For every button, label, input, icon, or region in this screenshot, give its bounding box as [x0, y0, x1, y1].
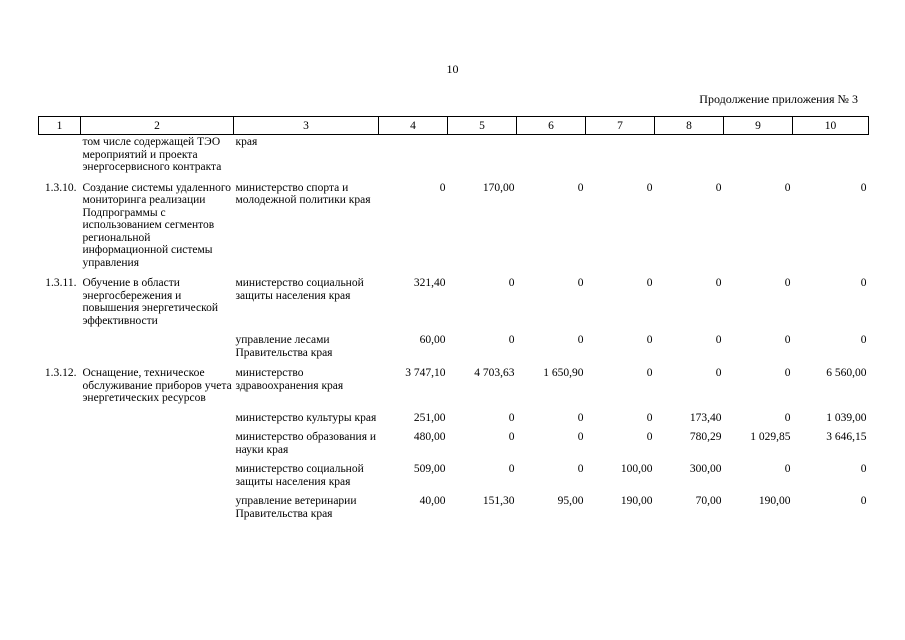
column-header: 8 [655, 117, 724, 135]
row-value-col8: 70,00 [695, 495, 722, 507]
row-value-col4: 480,00 [413, 431, 446, 443]
row-executor: управление лесами Правительства края [235, 334, 333, 359]
table-row [39, 269, 869, 327]
column-header: 10 [793, 117, 869, 135]
table-row [39, 405, 869, 425]
row-value-col10: 0 [860, 495, 867, 507]
row-value-col4: 40,00 [419, 495, 446, 507]
table-row [39, 359, 869, 405]
row-value-col9: 0 [784, 277, 791, 289]
row-value-col4 [379, 135, 448, 174]
row-value-col7: 0 [646, 411, 653, 424]
row-value-col6: 0 [577, 431, 584, 443]
row-value-col9: 1 029,85 [750, 431, 791, 443]
row-activity-name: Обучение в области энергосбережения и повышения энергетической эффективности [82, 277, 218, 327]
row-executor: министерство социальной защиты населения края [235, 277, 364, 302]
row-value-col8 [655, 135, 724, 174]
row-executor: управление ветеринарии Правительства края [235, 495, 357, 520]
row-activity-name: Создание системы удаленного мониторинга реализации Подпрограммы с использованием сегментов региональной информационной системы управления [82, 181, 232, 269]
row-value-col5: 0 [508, 463, 515, 475]
row-value-col5: 0 [508, 334, 515, 346]
row-value-col7 [586, 135, 655, 174]
row-value-col7: 0 [646, 431, 653, 443]
row-executor: края [235, 136, 258, 148]
table-row [39, 327, 869, 359]
row-value-col8: 173,40 [689, 411, 722, 424]
row-value-col9: 190,00 [758, 495, 791, 507]
column-header: 2 [81, 117, 234, 135]
column-header: 9 [724, 117, 793, 135]
row-value-col8: 780,29 [689, 431, 722, 443]
page-number: 10 [446, 62, 459, 76]
row-value-col10: 3 646,15 [826, 431, 867, 443]
row-value-col5: 0 [508, 277, 515, 289]
row-activity-name [81, 456, 234, 488]
column-header: 6 [517, 117, 586, 135]
row-value-col6: 0 [577, 334, 584, 346]
row-value-col10: 1 039,00 [826, 411, 867, 424]
table-row [39, 424, 869, 456]
row-value-col8: 0 [715, 181, 722, 194]
table-row [39, 488, 869, 520]
row-executor: министерство здравоохранения края [235, 367, 344, 392]
row-value-col7: 0 [646, 334, 653, 346]
row-value-col9: 0 [784, 367, 791, 379]
row-value-col4: 0 [439, 181, 446, 194]
row-value-col6: 95,00 [557, 495, 584, 507]
row-value-col5: 170,00 [482, 181, 515, 194]
row-value-col9: 0 [784, 334, 791, 346]
row-code [39, 405, 81, 425]
row-value-col6: 0 [577, 463, 584, 475]
row-value-col8: 0 [715, 334, 722, 346]
column-header: 3 [234, 117, 379, 135]
row-executor: министерство культуры края [235, 411, 377, 424]
row-activity-name: Оснащение, техническое обслуживание приборов учета энергетических ресурсов [82, 367, 232, 404]
row-activity-name [81, 327, 234, 359]
row-value-col10: 6 560,00 [826, 367, 867, 379]
row-executor: министерство социальной защиты населения края [235, 463, 364, 488]
header-row [39, 117, 869, 135]
row-value-col8: 0 [715, 277, 722, 289]
row-value-col5: 151,30 [482, 495, 515, 507]
row-code [39, 327, 81, 359]
table-row [39, 456, 869, 488]
row-value-col9 [724, 135, 793, 174]
continuation-note: Продолжение приложения № 3 [699, 92, 858, 106]
column-header: 1 [39, 117, 81, 135]
column-header: 5 [448, 117, 517, 135]
row-value-col6: 0 [577, 181, 584, 194]
row-code: 1.3.11. [45, 277, 77, 289]
row-value-col4: 3 747,10 [405, 367, 446, 379]
row-activity-name [81, 424, 234, 456]
table-row [39, 174, 869, 270]
row-activity-name [81, 488, 234, 520]
row-value-col6: 0 [577, 411, 584, 424]
row-value-col5: 0 [508, 431, 515, 443]
row-code [39, 456, 81, 488]
row-value-col5: 0 [508, 411, 515, 424]
row-value-col4: 509,00 [413, 463, 446, 475]
data-table [38, 116, 869, 520]
row-code [39, 488, 81, 520]
row-executor: министерство спорта и молодежной политики края [235, 181, 371, 206]
row-code [39, 135, 81, 174]
row-value-col10: 0 [860, 334, 867, 346]
row-value-col7: 190,00 [620, 495, 653, 507]
row-value-col4: 60,00 [419, 334, 446, 346]
row-value-col7: 0 [646, 181, 653, 194]
column-header: 4 [379, 117, 448, 135]
column-header: 7 [586, 117, 655, 135]
row-value-col10: 0 [860, 463, 867, 475]
row-value-col10 [793, 135, 869, 174]
row-value-col5: 4 703,63 [474, 367, 515, 379]
row-value-col6 [517, 135, 586, 174]
row-value-col10: 0 [860, 277, 867, 289]
row-code: 1.3.12. [44, 367, 77, 379]
row-value-col7: 0 [646, 277, 653, 289]
row-value-col5 [448, 135, 517, 174]
row-value-col7: 100,00 [620, 463, 653, 475]
row-value-col4: 251,00 [413, 411, 446, 424]
table-row [39, 135, 869, 174]
row-value-col8: 0 [715, 367, 722, 379]
row-value-col9: 0 [784, 181, 791, 194]
row-activity-name: том числе содержащей ТЭО мероприятий и проекта энергосервисного контракта [82, 136, 222, 173]
row-executor: министерство образования и науки края [235, 431, 377, 456]
row-value-col6: 0 [577, 277, 584, 289]
row-activity-name [81, 405, 234, 425]
row-value-col9: 0 [784, 411, 791, 424]
row-code: 1.3.10. [44, 181, 77, 194]
row-value-col10: 0 [860, 181, 867, 194]
row-value-col4: 321,40 [413, 277, 446, 289]
row-value-col7: 0 [646, 367, 653, 379]
row-value-col8: 300,00 [689, 463, 722, 475]
row-value-col9: 0 [784, 463, 791, 475]
row-value-col6: 1 650,90 [543, 367, 584, 379]
row-code [39, 424, 81, 456]
